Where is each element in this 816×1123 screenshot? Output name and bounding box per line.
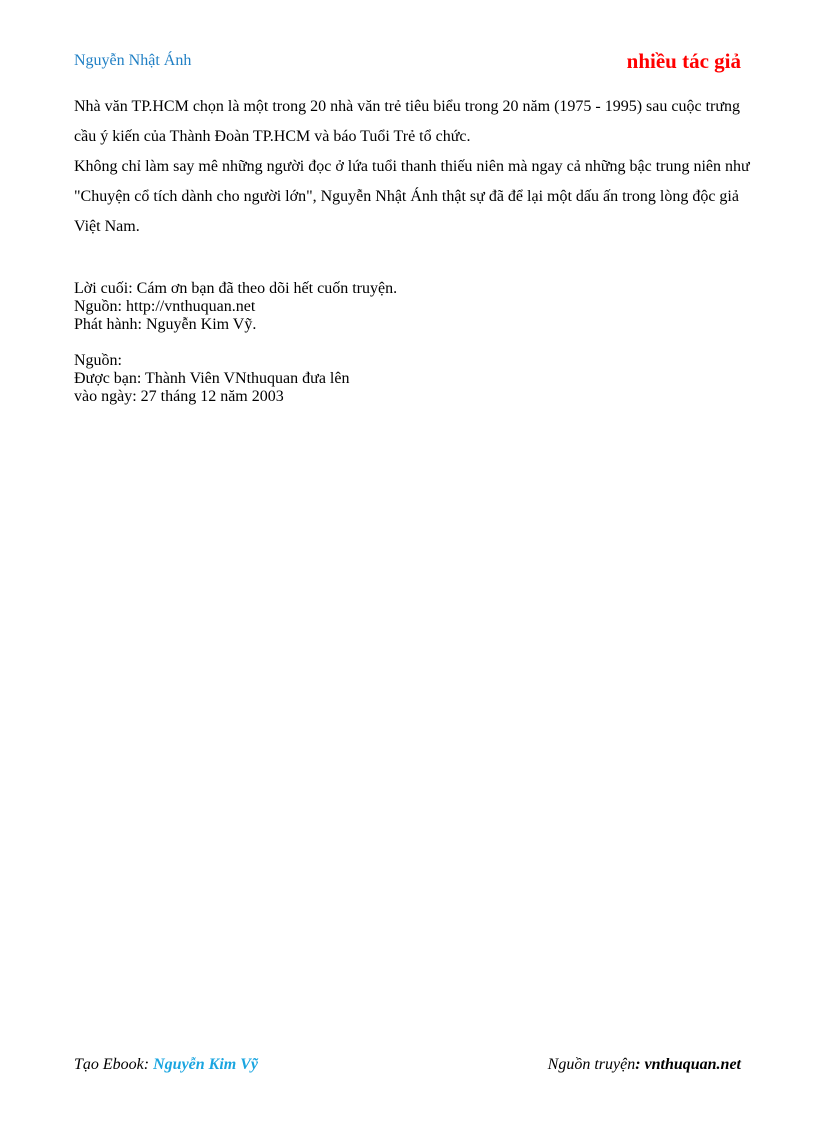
source-label-line: Nguồn: — [74, 352, 122, 369]
paragraph-2: Không chỉ làm say mê những người đọc ở lứa tuổi thanh thiếu niên mà ngay cả những bậc trung niên như "Chuyện cổ tích dành cho người lớn", Nguyễn Nhật Ánh thật sự đã để lại một dấu ấn trong lòng độc giả Việt Nam. — [74, 158, 750, 235]
footer-ebook-sep: : — [143, 1056, 154, 1073]
body-text — [74, 92, 754, 242]
credits-block-2 — [74, 352, 754, 406]
footer-source — [548, 1056, 741, 1074]
header-collection: nhiều tác giả — [626, 49, 741, 73]
publisher-line: Phát hành: Nguyễn Kim Vỹ. — [74, 316, 257, 333]
footer-ebook-name: Nguyễn Kim Vỹ — [153, 1056, 258, 1073]
source-line: Nguồn: http://vnthuquan.net — [74, 298, 256, 315]
paragraph-1: Nhà văn TP.HCM chọn là một trong 20 nhà văn trẻ tiêu biểu trong 20 năm (1975 - 1995) sau cuộc trưng cầu ý kiến của Thành Đoàn TP.HCM và báo Tuổi Trẻ tổ chức. — [74, 98, 741, 145]
footer-ebook-label: Tạo Ebook — [74, 1056, 144, 1073]
posted-date-line: vào ngày: 27 tháng 12 năm 2003 — [74, 388, 284, 405]
header-author: Nguyễn Nhật Ánh — [74, 52, 192, 69]
footer-source-label: Nguồn truyện — [547, 1056, 636, 1073]
footer-ebook — [74, 1056, 258, 1074]
posted-by-line: Được bạn: Thành Viên VNthuquan đưa lên — [74, 370, 350, 387]
closing-line: Lời cuối: Cám ơn bạn đã theo dõi hết cuốn truyện. — [74, 280, 398, 297]
credits-block-1 — [74, 280, 754, 334]
footer-source-site: vnthuquan.net — [644, 1056, 741, 1073]
credits — [74, 280, 754, 424]
footer-source-sep: : — [635, 1056, 645, 1073]
